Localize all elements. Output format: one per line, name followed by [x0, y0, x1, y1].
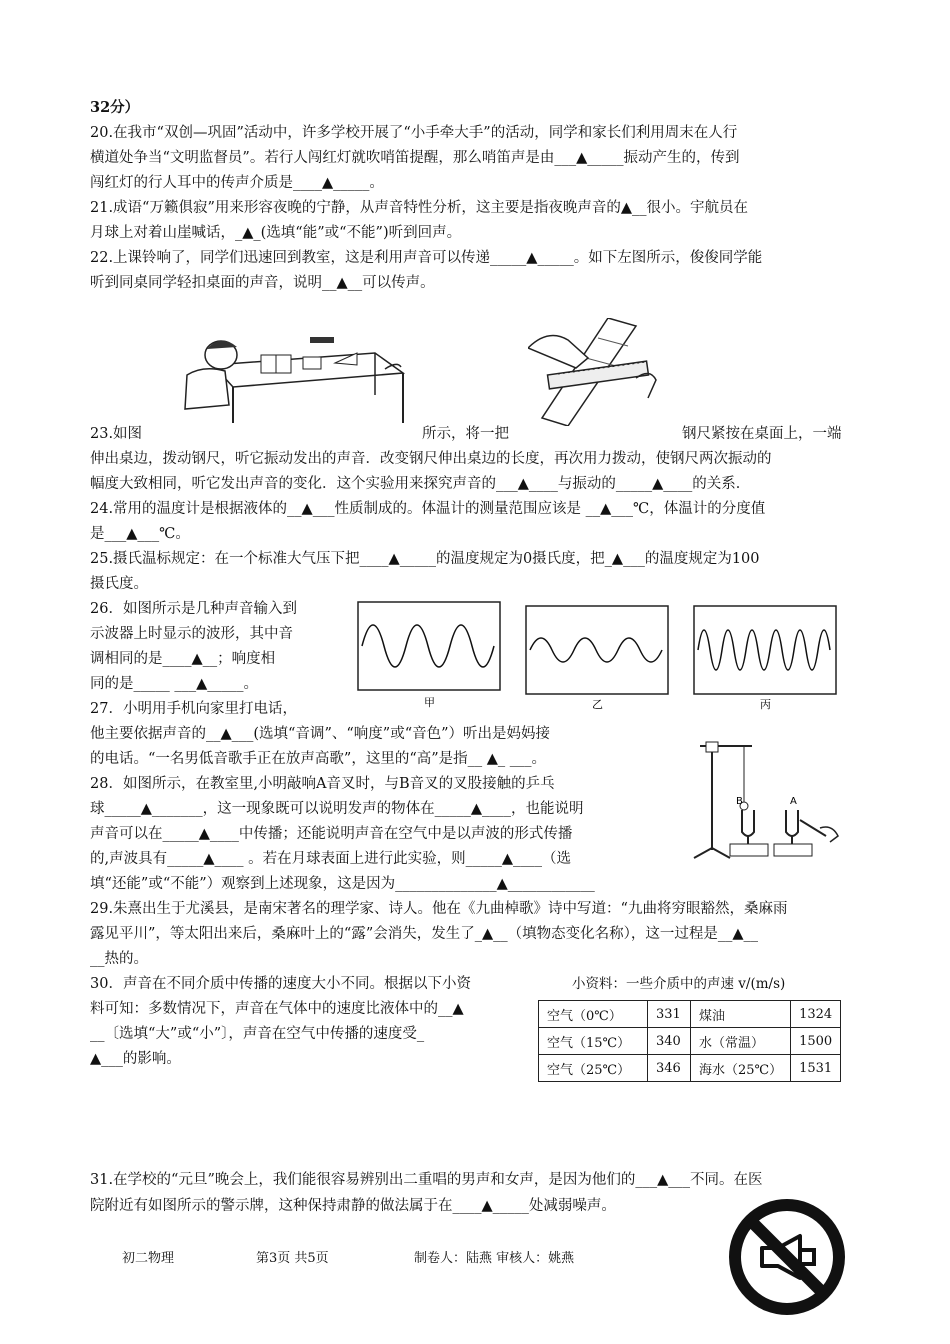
table-cell: 1500: [791, 1028, 841, 1055]
table-cell: 海水（25℃）: [691, 1055, 791, 1082]
footer-authors: 制卷人：陆燕 审核人：姚燕: [414, 1251, 575, 1266]
table-cell: 空气（25℃）: [539, 1055, 648, 1082]
q24-line1: 24.常用的温度计是根据液体的__▲___性质制成的。体温计的测量范围应该是 __▲___℃，体温计的分度值: [90, 501, 766, 517]
table-cell: 331: [648, 1001, 691, 1028]
q26-line1: 26．如图所示是几种声音输入到: [90, 601, 297, 617]
q27-line3: 的电话。“一名男低音歌手正在放声高歌”，这里的“高”是指__ ▲_ ___。: [90, 751, 547, 767]
q23-line3: 幅度大致相同，听它发出声音的变化．这个实验用来探究声音的___▲____与振动的_____▲____的关系．: [90, 476, 751, 492]
fork-label-b: B: [736, 796, 743, 807]
tuning-fork-figure: [692, 740, 842, 862]
q30-line4: ▲___的影响。: [90, 1051, 181, 1067]
q28-line2: 球_____▲_______，这一现象既可以说明发声的物体在_____▲____，也能说明: [90, 801, 584, 817]
table-cell: 1324: [791, 1001, 841, 1028]
q20-line1: 20.在我市“双创—巩固”活动中，许多学校开展了“小手牵大手”的活动，同学和家长们利用周末在人行: [90, 125, 738, 141]
footer-subject: 初二物理: [122, 1251, 175, 1266]
q28-line1: 28．如图所示，在教室里,小明敲响A音叉时，与B音叉的叉股接触的乒乓: [90, 776, 555, 792]
q21-line2: 月球上对着山崖喊话，_▲_(选填“能”或“不能”)听到回声。: [90, 225, 462, 241]
q23-part2: 所示，将一把: [422, 426, 509, 442]
q26-line2: 示波器上时显示的波形，其中音: [90, 626, 293, 642]
waveform-label-yi: 乙: [592, 698, 603, 711]
q23-part3: 钢尺紧按在桌面上，一端: [682, 426, 842, 442]
sound-speed-table: [538, 1000, 841, 1082]
table-cell: 水（常温）: [691, 1028, 791, 1055]
q25-line2: 摄氏度。: [90, 576, 148, 592]
q22-line1: 22.上课铃响了，同学们迅速回到教室，这是利用声音可以传递_____▲_____。如下左图所示，俊俊同学能: [90, 250, 763, 266]
waveform-label-bing: 丙: [760, 698, 771, 711]
fork-label-a: A: [790, 796, 797, 807]
q30-line3: __〔选填“大”或“小”〕，声音在空气中传播的速度受_: [90, 1026, 425, 1042]
q23-part1: 23.如图: [90, 426, 143, 442]
waveform-jia: [356, 600, 504, 710]
q21-line1: 21.成语“万籁俱寂”用来形容夜晚的宁静，从声音特性分析，这主要是指夜晚声音的▲__很小。宇航员在: [90, 200, 749, 216]
table-cell: 340: [648, 1028, 691, 1055]
q28-line4: 的,声波具有_____▲____ 。若在月球表面上进行此实验，则_____▲____（选: [90, 851, 572, 867]
table-cell: 1531: [791, 1055, 841, 1082]
q29-line1: 29.朱熹出生于尤溪县，是南宋著名的理学家、诗人。他在《九曲棹歌》诗中写道：“九曲将穷眼豁然，桑麻雨: [90, 901, 788, 917]
desk-listening-figure: [175, 325, 405, 425]
q23-line2: 伸出桌边，拨动钢尺，听它振动发出的声音．改变钢尺伸出桌边的长度，再次用力拨动，使钢尺两次振动的: [90, 451, 772, 467]
q26-line3: 调相同的是____▲__；响度相: [90, 651, 276, 667]
q26-line4: 同的是_____ ___▲_____。: [90, 676, 259, 692]
table-row: [539, 1055, 841, 1082]
q20-line2: 横道处争当“文明监督员”。若行人闯红灯就吹哨笛提醒，那么哨笛声是由___▲_____振动产生的，传到: [90, 150, 740, 166]
q31-line2: 院附近有如图所示的警示牌，这种保持肃静的做法属于在____▲_____处减弱噪声。: [90, 1198, 616, 1214]
q27-line2: 他主要依据声音的__▲___(选填“音调”、“响度”或“音色”）听出是妈妈接: [90, 726, 551, 742]
table-cell: 煤油: [691, 1001, 791, 1028]
q31-line1: 31.在学校的“元旦”晚会上，我们能很容易辨别出二重唱的男声和女声，是因为他们的___▲___不同。在医: [90, 1172, 763, 1188]
table-cell: 空气（0℃）: [539, 1001, 648, 1028]
waveform-label-jia: 甲: [424, 696, 435, 709]
q30-line1: 30．声音在不同介质中传播的速度大小不同。根据以下小资: [90, 976, 471, 992]
waveform-bing: [692, 604, 840, 712]
q25-line1: 25.摄氏温标规定：在一个标准大气压下把____▲_____的温度规定为0摄氏度，把_▲___的温度规定为100: [90, 551, 760, 567]
table-row: [539, 1001, 841, 1028]
table-cell: 346: [648, 1055, 691, 1082]
table-cell: 空气（15℃）: [539, 1028, 648, 1055]
q27-line1: 27．小明用手机向家里打电话，: [90, 701, 297, 717]
q28-line5: 填“还能”或“不能”）观察到上述现象，这是因为______________▲____________: [90, 876, 595, 892]
no-honking-icon: [728, 1198, 846, 1316]
q28-line3: 声音可以在_____▲____中传播；还能说明声音在空气中是以声波的形式传播: [90, 826, 573, 842]
table-caption: 小资料：一些介质中的声速 v/(m/s): [572, 976, 786, 992]
waveform-yi: [524, 604, 672, 712]
q20-line3: 闯红灯的行人耳中的传声介质是____▲_____。: [90, 175, 384, 191]
section-score: 32分）: [90, 99, 140, 116]
q22-line2: 听到同桌同学轻扣桌面的声音，说明__▲__可以传声。: [90, 275, 435, 291]
q29-line2: 露见平川”，等太阳出来后，桑麻叶上的“露”会消失，发生了_▲__（填物态变化名称），这一过程是__▲__: [90, 926, 759, 942]
table-row: [539, 1028, 841, 1055]
q29-line3: __热的。: [90, 951, 148, 967]
q30-line2: 料可知：多数情况下，声音在气体中的速度比液体中的__▲: [90, 1001, 464, 1017]
q24-line2: 是___▲___℃。: [90, 526, 190, 542]
ruler-vibration-figure: [528, 318, 658, 426]
footer-page-number: 第3页 共5页: [256, 1251, 329, 1266]
